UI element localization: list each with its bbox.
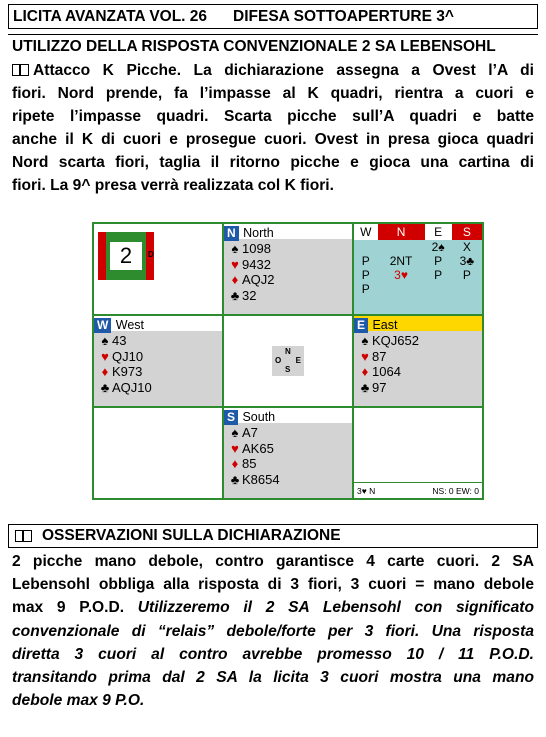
- compass-cell: [224, 316, 352, 406]
- east-name: East: [372, 318, 398, 332]
- title-right: DIFESA SOTTOAPERTURE 3^: [233, 7, 454, 25]
- result-bar: [354, 483, 482, 498]
- west-label: W: [94, 318, 111, 333]
- title-left: LICITA AVANZATA VOL. 26: [13, 7, 208, 25]
- west-name: West: [115, 318, 145, 332]
- spade-icon: ♠: [231, 425, 239, 440]
- section2-title: OSSERVAZIONI SULLA DICHIARAZIONE: [42, 527, 341, 544]
- diamond-icon: ♦: [101, 364, 109, 379]
- north-name: North: [243, 226, 274, 240]
- empty-cell-se: [354, 408, 482, 482]
- heart-icon: ♥: [361, 348, 369, 364]
- east-hand: E East ♠ KQJ652 ♥ 87 ♦ 1064 ♣ 97: [354, 316, 482, 406]
- header-title-bar: [8, 4, 538, 29]
- header-subtitle: UTILIZZO DELLA RISPOSTA CONVENZIONALE 2 SA LEBENSOHL: [8, 34, 538, 58]
- spade-icon: ♠: [101, 333, 109, 348]
- south-label: S: [224, 410, 238, 425]
- compass: N O E S: [272, 346, 304, 376]
- board-number-cell: [94, 224, 222, 314]
- bridge-board: [92, 222, 484, 500]
- book-icon: [15, 530, 32, 542]
- intro-text: Attacco K Picche. La dichiarazione assegna a Ovest l’A di fiori. Nord prende, fa l’impasse al K quadri, rientra a cuori e ripete l’impasse quadri. Scarta picche sull’A quadri e batte anche il K di cuori e prosegue cuori. Ovest in presa gioca quadri Nord scarta fiori, taglia il ritorno picche e gioca una cartina di fiori. La 9^ presa verrà realizzata col K fiori.: [12, 62, 534, 194]
- north-label: N: [224, 226, 239, 241]
- spade-icon: ♠: [361, 333, 369, 348]
- club-icon: ♣: [100, 379, 110, 395]
- east-label: E: [354, 318, 368, 333]
- contract-label: 3♥ N: [357, 485, 376, 496]
- section2-header: [8, 524, 538, 548]
- empty-cell-sw: [94, 408, 222, 498]
- spade-icon: ♠: [231, 241, 239, 256]
- diamond-icon: ♦: [361, 364, 369, 379]
- club-icon: ♣: [230, 471, 240, 487]
- south-hand: S South ♠ A7 ♥ AK65 ♦ 85 ♣ K8654: [224, 408, 352, 498]
- heart-icon: ♥: [231, 256, 239, 272]
- section2-text: 2 picche mano debole, contro garantisce 4 carte cuori. 2 SA Lebensohl obbliga alla risposta di 3 fiori, 3 cuori = mano debole max 9 P.O.D. Utilizzeremo il 2 SA Lebensohl con significato convenzionale di “relais” debole/forte per 3 fiori. Una risposta diretta 3 cuori al contro avrebbe promesso 10 / 11 P.O.D. transitando prima dal 2 SA la licita 3 cuori mostra una mano debole max 9 P.O.: [12, 553, 534, 710]
- auction-panel: [354, 224, 482, 314]
- vulnerability-box: [98, 232, 154, 280]
- south-name: South: [242, 410, 276, 424]
- board-number: 2: [110, 242, 142, 270]
- book-icon: [12, 64, 29, 76]
- heart-icon: ♥: [101, 348, 109, 364]
- diamond-icon: ♦: [231, 456, 239, 471]
- heart-icon: ♥: [231, 440, 239, 456]
- north-hand: N North ♠ 1098 ♥ 9432 ♦ AQJ2 ♣ 32: [224, 224, 352, 314]
- auction-table: W N E S 2♠ X P 2NT P 3♣ P 3♥ P P P: [354, 224, 482, 296]
- dealer-mark: D: [148, 250, 154, 259]
- score-label: NS: 0 EW: 0: [432, 485, 479, 496]
- club-icon: ♣: [230, 287, 240, 303]
- west-hand: W West ♠ 43 ♥ QJ10 ♦ K973 ♣ AQJ10: [94, 316, 222, 406]
- club-icon: ♣: [360, 379, 370, 395]
- diamond-icon: ♦: [231, 272, 239, 287]
